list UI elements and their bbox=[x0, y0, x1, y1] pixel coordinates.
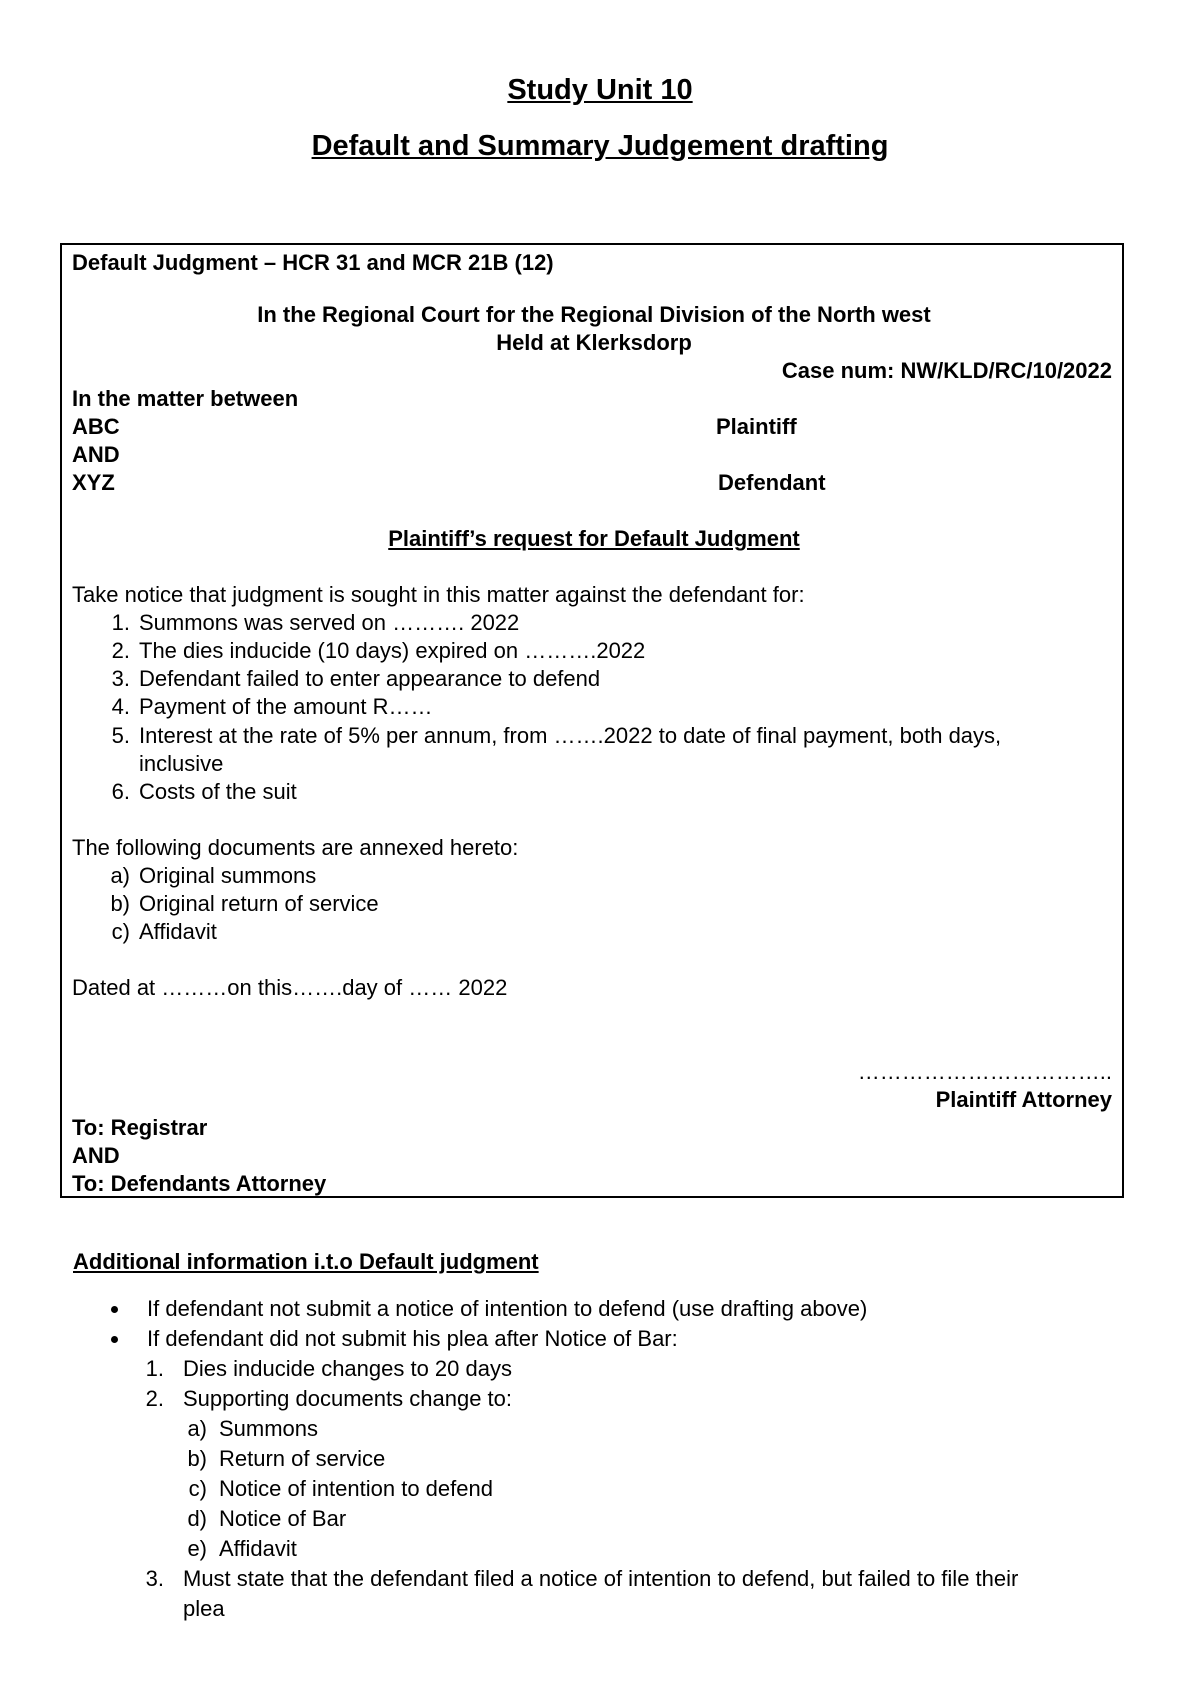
court-line-2: Held at Klerksdorp bbox=[496, 330, 692, 355]
case-number: Case num: NW/KLD/RC/10/2022 bbox=[781, 358, 1112, 383]
list-marker: 2. bbox=[145, 1386, 164, 1411]
list-marker: 1. bbox=[111, 610, 130, 635]
list-text: Defendant failed to enter appearance to defend bbox=[139, 666, 601, 691]
matter-between: In the matter between bbox=[72, 386, 299, 411]
bullet-text: If defendant not submit a notice of intention to defend (use drafting above) bbox=[147, 1296, 868, 1321]
party-defendant-name: XYZ bbox=[72, 470, 115, 495]
list-text: Must state that the defendant filed a notice of intention to defend, but failed to file their bbox=[183, 1566, 1019, 1591]
list-text-continued: inclusive bbox=[139, 751, 224, 776]
signature-line: …………………………….. bbox=[857, 1059, 1112, 1084]
list-marker: c) bbox=[111, 919, 130, 944]
page-title: Study Unit 10 bbox=[507, 74, 693, 106]
bullet-icon bbox=[111, 1306, 118, 1313]
list-marker: e) bbox=[187, 1536, 207, 1561]
list-marker: c) bbox=[188, 1476, 207, 1501]
party-plaintiff-role: Plaintiff bbox=[716, 414, 797, 439]
list-marker: 2. bbox=[111, 638, 130, 663]
default-judgment-form bbox=[60, 243, 1124, 1198]
to-registrar: To: Registrar bbox=[72, 1115, 208, 1140]
bullet-text: If defendant did not submit his plea after Notice of Bar: bbox=[147, 1326, 678, 1351]
list-text-continued: plea bbox=[183, 1596, 225, 1621]
additional-info-heading: Additional information i.t.o Default judgment bbox=[73, 1249, 539, 1274]
list-text: Supporting documents change to: bbox=[183, 1386, 513, 1411]
form-heading: Default Judgment – HCR 31 and MCR 21B (12) bbox=[72, 250, 554, 275]
request-title: Plaintiff’s request for Default Judgment bbox=[388, 526, 800, 551]
parties-and: AND bbox=[72, 442, 120, 467]
list-marker: b) bbox=[110, 891, 130, 916]
list-text: Summons was served on ………. 2022 bbox=[139, 610, 520, 635]
list-text: Return of service bbox=[219, 1446, 386, 1471]
list-text: Summons bbox=[219, 1416, 319, 1441]
dated-line: Dated at ………on this…….day of …… 2022 bbox=[72, 975, 508, 1000]
request-intro: Take notice that judgment is sought in this matter against the defendant for: bbox=[72, 582, 805, 607]
bullet-icon bbox=[111, 1336, 118, 1343]
list-marker: 6. bbox=[111, 779, 130, 804]
list-marker: a) bbox=[187, 1416, 207, 1441]
list-text: Affidavit bbox=[219, 1536, 297, 1561]
list-marker: d) bbox=[187, 1506, 207, 1531]
annexed-docs-intro: The following documents are annexed hereto: bbox=[72, 835, 519, 860]
list-marker: 3. bbox=[145, 1566, 164, 1591]
to-defendants-attorney: To: Defendants Attorney bbox=[72, 1171, 327, 1196]
list-marker: 1. bbox=[145, 1356, 164, 1381]
list-text: Dies inducide changes to 20 days bbox=[183, 1356, 512, 1381]
list-text: Original summons bbox=[139, 863, 317, 888]
court-line-1: In the Regional Court for the Regional Division of the North west bbox=[257, 302, 931, 327]
list-marker: a) bbox=[110, 863, 130, 888]
list-text: Interest at the rate of 5% per annum, from …….2022 to date of final payment, both days, bbox=[139, 723, 1002, 748]
list-marker: 5. bbox=[111, 723, 130, 748]
list-text: Notice of intention to defend bbox=[219, 1476, 493, 1501]
list-marker: 3. bbox=[111, 666, 130, 691]
list-text: Payment of the amount R…… bbox=[139, 694, 433, 719]
list-text: The dies inducide (10 days) expired on ……….2022 bbox=[139, 638, 646, 663]
list-text: Original return of service bbox=[139, 891, 379, 916]
signature-label: Plaintiff Attorney bbox=[935, 1087, 1112, 1112]
party-plaintiff-name: ABC bbox=[72, 414, 120, 439]
list-text: Costs of the suit bbox=[139, 779, 297, 804]
list-marker: 4. bbox=[111, 694, 130, 719]
list-marker: b) bbox=[187, 1446, 207, 1471]
list-text: Affidavit bbox=[139, 919, 217, 944]
page-subtitle: Default and Summary Judgement drafting bbox=[311, 130, 889, 162]
list-text: Notice of Bar bbox=[219, 1506, 347, 1531]
to-and: AND bbox=[72, 1143, 120, 1168]
party-defendant-role: Defendant bbox=[718, 470, 826, 495]
